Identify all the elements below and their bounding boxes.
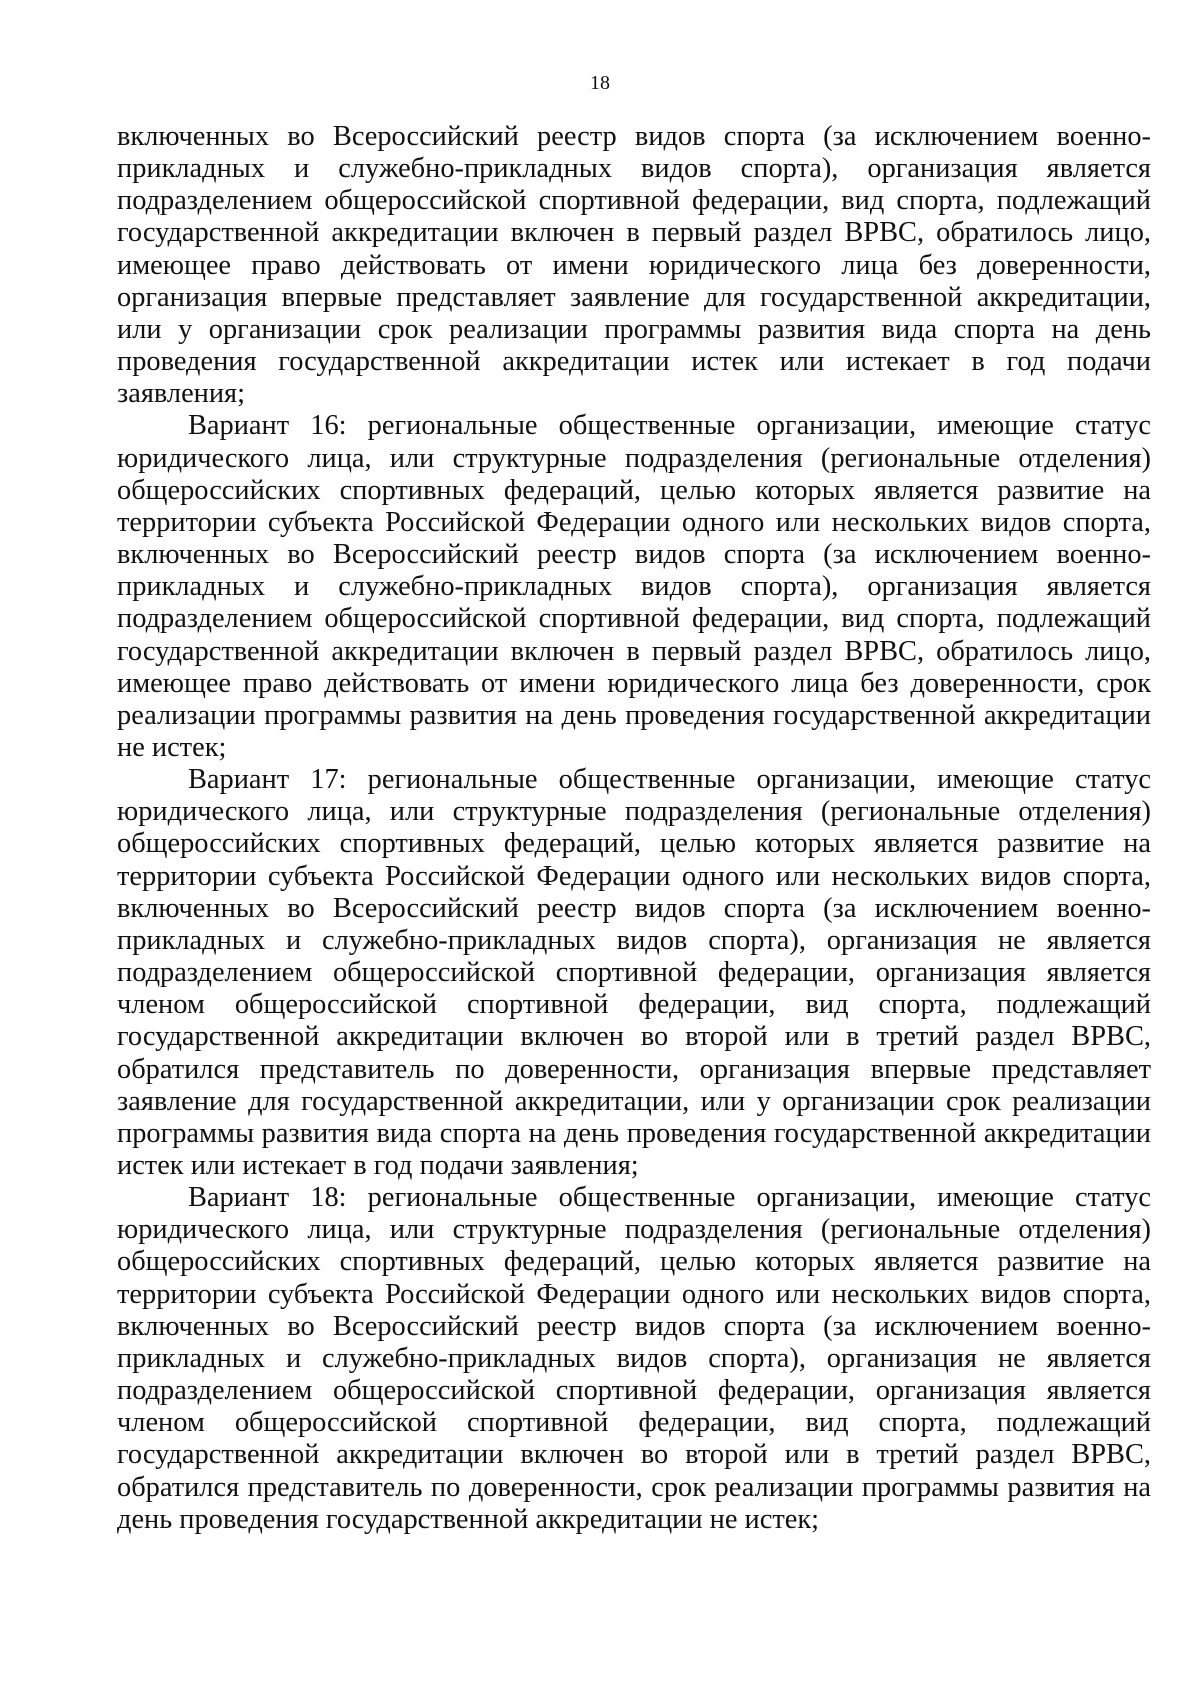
paragraph-variant-17: Вариант 17: региональные общественные организации, имеющие статус юридического лица, или структурные подразделения (региональные отделения) общероссийских спортивных федераций, целью которых является развитие на территории субъекта Российской Федерации одного или нескольких видов спорта, включенных во Всероссийский реестр видов спорта (за исключением военно-прикладных и служебно-прикладных видов спорта), организация не является подразделением общероссийской спортивной федерации, организация является членом общероссийской спортивной федерации, вид спорта, подлежащий государственной аккредитации включен во второй или в третий раздел ВРВС, обратился представитель по доверенности, организация впервые представляет заявление для государственной аккредитации, или у организации срок реализации программы развития вида спорта на день проведения государственной аккредитации истек или истекает в год подачи заявления; [117, 764, 1151, 1181]
document-body [117, 121, 1151, 1536]
paragraph-continuation: включенных во Всероссийский реестр видов спорта (за исключением военно-прикладных и служебно-прикладных видов спорта), организация является подразделением общероссийской спортивной федерации, вид спорта, подлежащий государственной аккредитации включен в первый раздел ВРВС, обратилось лицо, имеющее право действовать от имени юридического лица без доверенности, организация впервые представляет заявление для государственной аккредитации, или у организации срок реализации программы развития вида спорта на день проведения государственной аккредитации истек или истекает в год подачи заявления; [117, 121, 1151, 410]
page-number: 18 [590, 72, 610, 94]
paragraph-variant-18: Вариант 18: региональные общественные организации, имеющие статус юридического лица, или структурные подразделения (региональные отделения) общероссийских спортивных федераций, целью которых является развитие на территории субъекта Российской Федерации одного или нескольких видов спорта, включенных во Всероссийский реестр видов спорта (за исключением военно-прикладных и служебно-прикладных видов спорта), организация не является подразделением общероссийской спортивной федерации, организация является членом общероссийской спортивной федерации, вид спорта, подлежащий государственной аккредитации включен во второй или в третий раздел ВРВС, обратился представитель по доверенности, срок реализации программы развития на день проведения государственной аккредитации не истек; [117, 1182, 1151, 1535]
paragraph-variant-16: Вариант 16: региональные общественные организации, имеющие статус юридического лица, или структурные подразделения (региональные отделения) общероссийских спортивных федераций, целью которых является развитие на территории субъекта Российской Федерации одного или нескольких видов спорта, включенных во Всероссийский реестр видов спорта (за исключением военно-прикладных и служебно-прикладных видов спорта), организация является подразделением общероссийской спортивной федерации, вид спорта, подлежащий государственной аккредитации включен в первый раздел ВРВС, обратилось лицо, имеющее право действовать от имени юридического лица без доверенности, срок реализации программы развития на день проведения государственной аккредитации не истек; [117, 410, 1151, 763]
